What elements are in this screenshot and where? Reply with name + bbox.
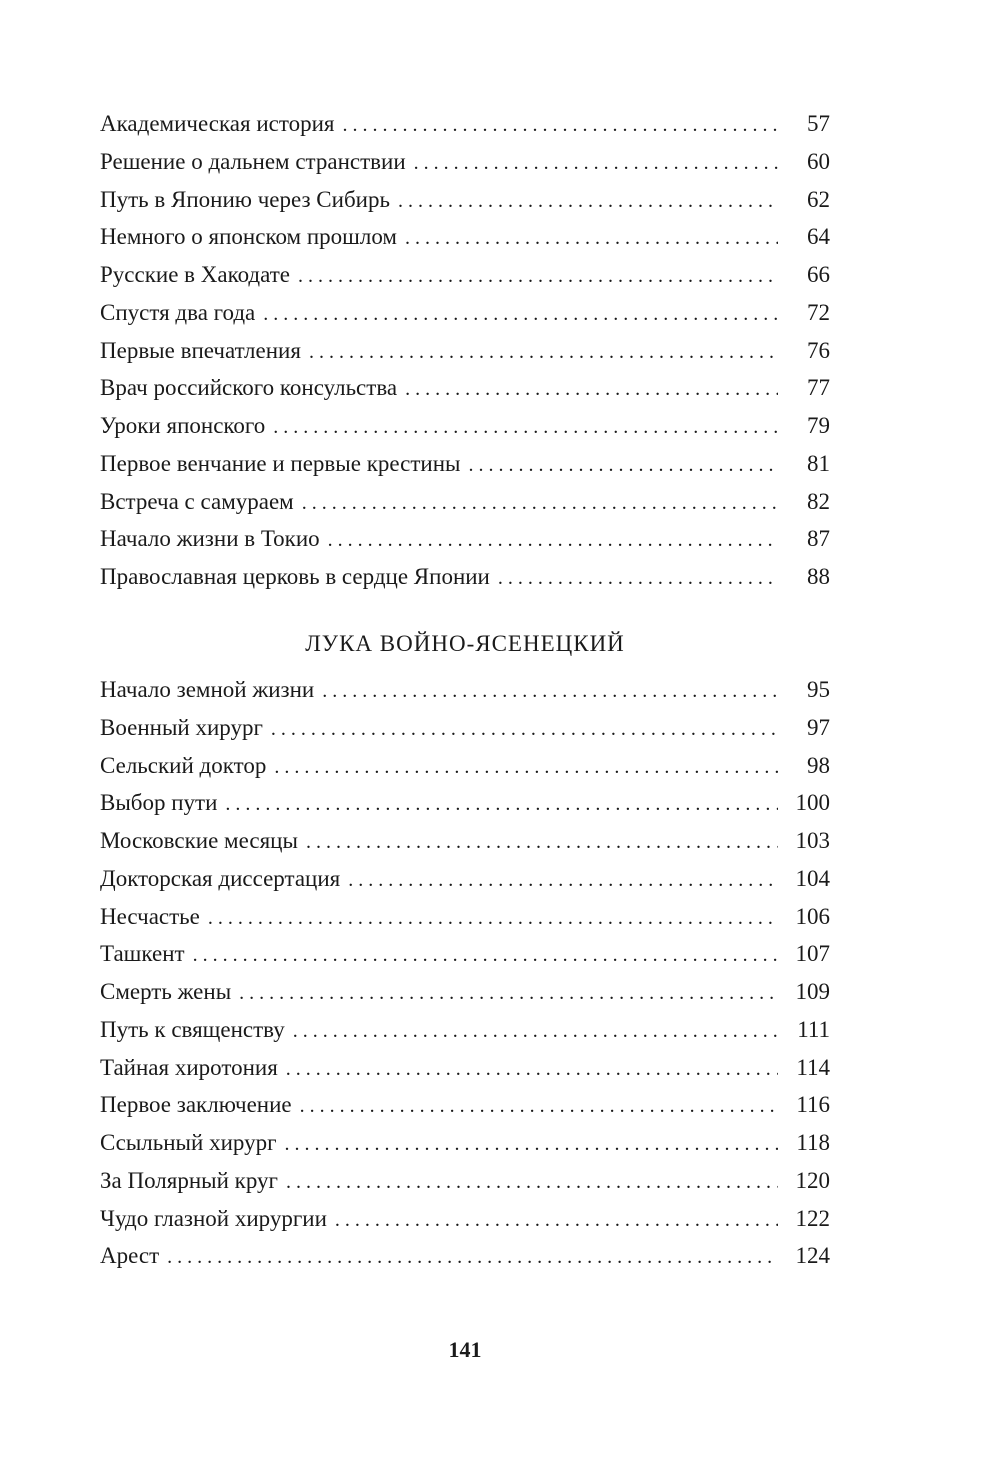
toc-entry-title: Спустя два года bbox=[100, 299, 256, 325]
toc-entry bbox=[100, 445, 830, 483]
toc-entry-title: Начало жизни в Токио bbox=[100, 526, 320, 552]
toc-entry-page-number: 97 bbox=[807, 714, 830, 740]
toc-entry-page-number: 124 bbox=[795, 1243, 830, 1269]
toc-entry-page-number: 87 bbox=[807, 526, 830, 552]
dot-leader bbox=[328, 522, 778, 560]
toc-entry-page-number: 100 bbox=[795, 790, 830, 816]
toc-entry-page-number: 106 bbox=[795, 903, 830, 929]
toc-entry-title: Начало земной жизни bbox=[100, 677, 315, 702]
toc-entry-page-number: 62 bbox=[807, 186, 830, 212]
dot-leader bbox=[208, 900, 778, 938]
dot-leader bbox=[405, 220, 778, 258]
toc-entry bbox=[100, 1086, 830, 1124]
toc-entry-page-number: 114 bbox=[796, 1054, 830, 1080]
toc-entry-title: Сельский доктор bbox=[100, 752, 267, 778]
toc-entry bbox=[100, 143, 830, 181]
dot-leader bbox=[271, 711, 778, 749]
toc-entry bbox=[100, 256, 830, 294]
dot-leader bbox=[273, 409, 778, 447]
toc-entry-page-number: 72 bbox=[807, 299, 830, 325]
dot-leader bbox=[302, 485, 778, 523]
dot-leader bbox=[274, 749, 778, 787]
toc-entry-page-number: 77 bbox=[807, 375, 830, 401]
dot-leader bbox=[322, 673, 778, 711]
dot-leader bbox=[298, 258, 778, 296]
toc-entry-title: Военный хирург bbox=[100, 714, 263, 740]
toc-entry-page-number: 120 bbox=[795, 1167, 830, 1193]
toc-entry-page-number: 95 bbox=[807, 677, 830, 702]
dot-leader bbox=[193, 937, 778, 975]
toc-entry-title: За Полярный круг bbox=[100, 1167, 278, 1193]
toc-entry bbox=[100, 747, 830, 785]
dot-leader bbox=[405, 371, 778, 409]
toc-entry bbox=[100, 558, 830, 596]
dot-leader bbox=[306, 824, 778, 862]
toc-entry-title: Первые впечатления bbox=[100, 337, 301, 363]
toc-entry-page-number: 118 bbox=[796, 1130, 830, 1155]
toc-entry-title: Первое венчание и первые крестины bbox=[100, 450, 461, 476]
toc-entry bbox=[100, 1162, 830, 1200]
dot-leader bbox=[239, 975, 778, 1013]
toc-entry-title: Решение о дальнем странствии bbox=[100, 148, 406, 174]
dot-leader bbox=[498, 560, 778, 598]
toc-entry bbox=[100, 520, 830, 558]
dot-leader bbox=[285, 1126, 778, 1164]
dot-leader bbox=[225, 786, 778, 824]
toc-entry-page-number: 79 bbox=[807, 413, 830, 438]
toc-entry-title: Смерть жены bbox=[100, 979, 232, 1004]
section-heading: ЛУКА ВОЙНО-ЯСЕНЕЦКИЙ bbox=[305, 631, 625, 656]
toc-entry bbox=[100, 218, 830, 256]
toc-entry-page-number: 81 bbox=[807, 450, 830, 476]
toc-entry bbox=[100, 1200, 830, 1238]
toc-entry-page-number: 107 bbox=[795, 941, 830, 967]
toc-entry-title: Путь в Японию через Сибирь bbox=[100, 186, 390, 212]
dot-leader bbox=[286, 1164, 778, 1202]
toc-entry-page-number: 116 bbox=[796, 1092, 830, 1118]
toc-entry bbox=[100, 709, 830, 747]
dot-leader bbox=[286, 1051, 778, 1089]
toc-entry-title: Немного о японском прошлом bbox=[100, 224, 397, 250]
toc-entry-title: Выбор пути bbox=[100, 790, 218, 816]
dot-leader bbox=[263, 296, 778, 334]
toc-entry bbox=[100, 784, 830, 822]
toc-entry bbox=[100, 860, 830, 898]
toc-entry-page-number: 64 bbox=[807, 224, 830, 250]
dot-leader bbox=[167, 1239, 778, 1277]
dot-leader bbox=[348, 862, 778, 900]
toc-entry bbox=[100, 898, 830, 936]
dot-leader bbox=[293, 1013, 778, 1051]
toc-entry-title: Русские в Хакодате bbox=[100, 262, 290, 287]
toc-entry-title: Первое заключение bbox=[100, 1092, 292, 1118]
toc-entry-title: Тайная хиротония bbox=[100, 1054, 278, 1080]
toc-entry bbox=[100, 181, 830, 219]
toc-entry-page-number: 60 bbox=[807, 148, 830, 174]
toc-entry-title: Врач российского консульства bbox=[100, 375, 398, 401]
toc-entry-title: Православная церковь в сердце Японии bbox=[100, 564, 490, 589]
toc-entry-page-number: 82 bbox=[807, 488, 830, 514]
toc-entry-page-number: 98 bbox=[807, 752, 830, 778]
table-of-contents-part-1 bbox=[100, 105, 830, 596]
toc-entry-page-number: 111 bbox=[797, 1016, 830, 1042]
toc-entry bbox=[100, 1237, 830, 1275]
toc-entry bbox=[100, 483, 830, 521]
dot-leader bbox=[335, 1202, 778, 1240]
toc-entry-page-number: 66 bbox=[807, 262, 830, 287]
toc-entry-title: Арест bbox=[100, 1243, 160, 1269]
toc-entry bbox=[100, 1124, 830, 1162]
toc-entry-title: Докторская диссертация bbox=[100, 865, 341, 891]
toc-entry bbox=[100, 822, 830, 860]
toc-entry-page-number: 104 bbox=[795, 865, 830, 891]
toc-entry bbox=[100, 935, 830, 973]
toc-entry-page-number: 57 bbox=[807, 111, 830, 136]
toc-entry bbox=[100, 407, 830, 445]
dot-leader bbox=[469, 447, 779, 485]
toc-entry bbox=[100, 294, 830, 332]
toc-entry-title: Ташкент bbox=[100, 941, 185, 967]
toc-entry-title: Чудо глазной хирургии bbox=[100, 1205, 327, 1231]
table-of-contents-part-2 bbox=[100, 671, 830, 1275]
dot-leader bbox=[398, 183, 778, 221]
toc-entry-title: Ссыльный хирург bbox=[100, 1130, 277, 1155]
toc-entry-title: Несчастье bbox=[100, 903, 200, 929]
toc-entry bbox=[100, 671, 830, 709]
dot-leader bbox=[300, 1088, 778, 1126]
toc-entry-title: Московские месяцы bbox=[100, 828, 298, 853]
toc-entry-title: Академическая история bbox=[100, 111, 335, 136]
toc-entry-title: Путь к священству bbox=[100, 1016, 285, 1042]
toc-entry-title: Уроки японского bbox=[100, 413, 266, 438]
page-number: 141 bbox=[448, 1337, 482, 1362]
toc-entry bbox=[100, 1011, 830, 1049]
toc-entry-page-number: 122 bbox=[795, 1205, 830, 1231]
dot-leader bbox=[414, 145, 778, 183]
dot-leader bbox=[309, 334, 778, 372]
dot-leader bbox=[343, 107, 779, 145]
toc-entry-page-number: 76 bbox=[807, 337, 830, 363]
toc-entry bbox=[100, 369, 830, 407]
toc-entry bbox=[100, 973, 830, 1011]
toc-entry-title: Встреча с самураем bbox=[100, 488, 294, 514]
toc-entry-page-number: 88 bbox=[807, 564, 830, 589]
toc-entry-page-number: 109 bbox=[795, 979, 830, 1004]
toc-entry bbox=[100, 1049, 830, 1087]
toc-entry bbox=[100, 332, 830, 370]
toc-entry bbox=[100, 105, 830, 143]
toc-entry-page-number: 103 bbox=[795, 828, 830, 853]
